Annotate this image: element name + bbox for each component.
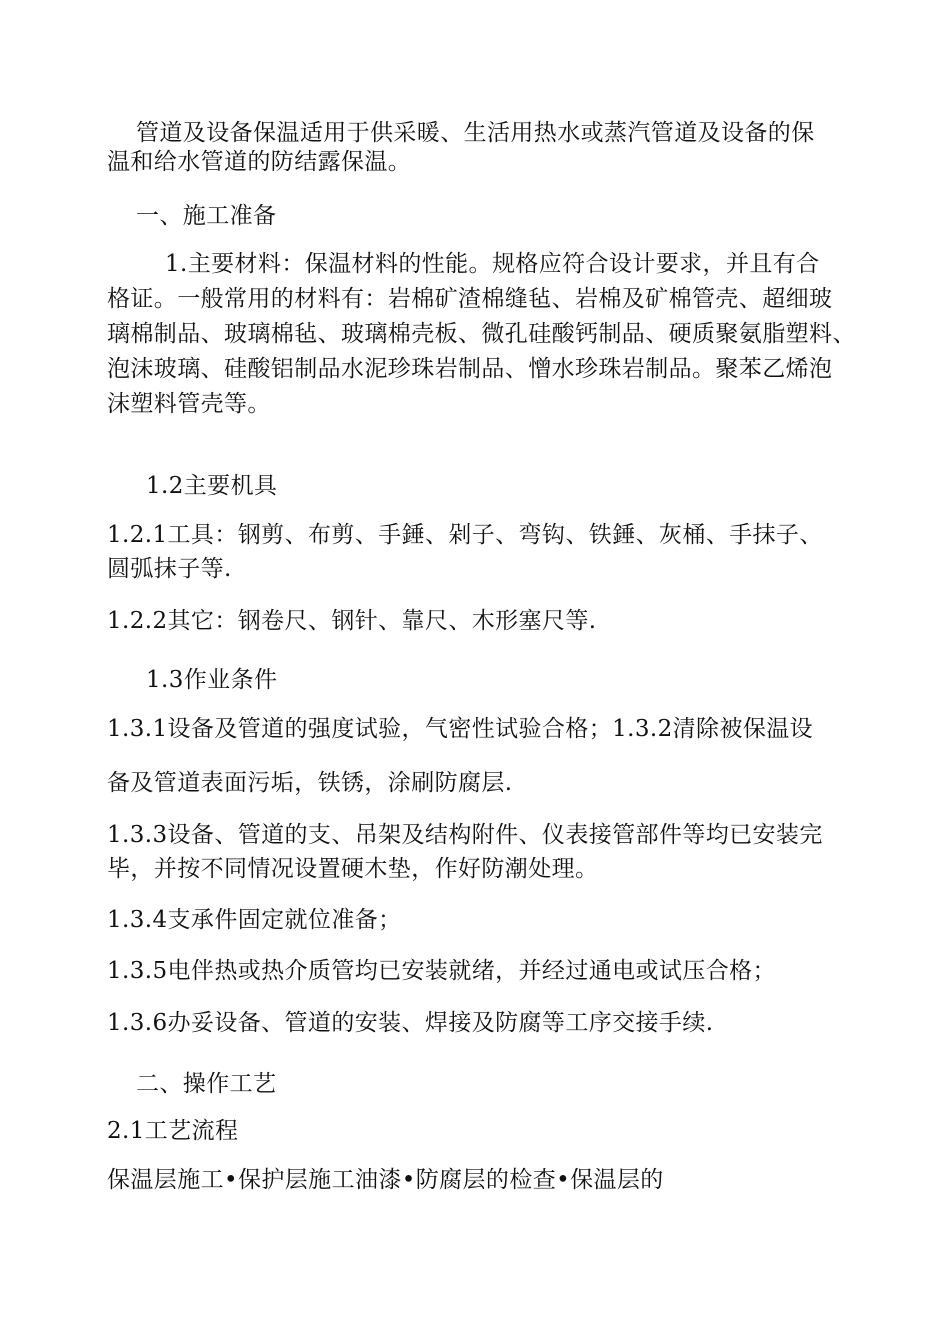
conditions-item-3-line-1: 1.3.3设备、管道的支、吊架及结构附件、仪表接管部件等均已安装完: [107, 822, 823, 848]
materials-line-5: 沫塑料管壳等。: [107, 391, 271, 417]
conditions-item-4: 1.3.4支承件固定就位准备；: [107, 907, 402, 933]
conditions-item-3-line-2: 毕，并按不同情况设置硬木垫，作好防潮处理。: [107, 856, 599, 882]
tools-item-1-line-2: 圆弧抹子等.: [107, 556, 232, 582]
conditions-item-1-line-1: 1.3.1设备及管道的强度试验，气密性试验合格；1.3.2清除被保温设: [107, 716, 814, 742]
flow-heading: 2.1工艺流程: [107, 1118, 239, 1144]
materials-line-4: 泡沫玻璃、硅酸铝制品水泥珍珠岩制品、憎水珍珠岩制品。聚苯乙烯泡: [107, 356, 833, 382]
conditions-item-6: 1.3.6办妥设备、管道的安装、焊接及防腐等工序交接手续.: [107, 1010, 714, 1036]
intro-line-2: 温和给水管道的防结露保温。: [107, 149, 412, 175]
flow-text: 保温层施工•保护层施工油漆•防腐层的检查•保温层的: [107, 1167, 664, 1193]
tools-item-1-line-1: 1.2.1工具：钢剪、布剪、手錘、剁子、弯钩、铁錘、灰桶、手抹子、: [107, 522, 823, 548]
materials-line-3: 璃棉制品、玻璃棉毡、玻璃棉壳板、微孔硅酸钙制品、硬质聚氨脂塑料、: [107, 321, 856, 347]
intro-line-1: 管道及设备保温适用于供采暖、生活用热水或蒸汽管道及设备的保: [136, 120, 815, 146]
tools-item-2: 1.2.2其它：钢卷尺、钢针、靠尺、木形塞尺等.: [107, 608, 597, 634]
conditions-item-5: 1.3.5电伴热或热介质管均已安装就绪，并经过通电或试压合格；: [107, 958, 776, 984]
materials-line-2: 格证。一般常用的材料有：岩棉矿渣棉缝毡、岩棉及矿棉管壳、超细玻: [107, 286, 833, 312]
conditions-item-1-line-2: 备及管道表面污垢，铁锈，涂刷防腐层.: [107, 770, 513, 796]
section-1-heading: 一、施工准备: [136, 203, 277, 229]
tools-heading: 1.2主要机具: [146, 473, 278, 499]
section-2-heading: 二、操作工艺: [136, 1071, 277, 1097]
conditions-heading: 1.3作业条件: [146, 667, 278, 693]
materials-line-1: 1.主要材料：保温材料的性能。规格应符合设计要求，并且有合: [165, 251, 820, 277]
